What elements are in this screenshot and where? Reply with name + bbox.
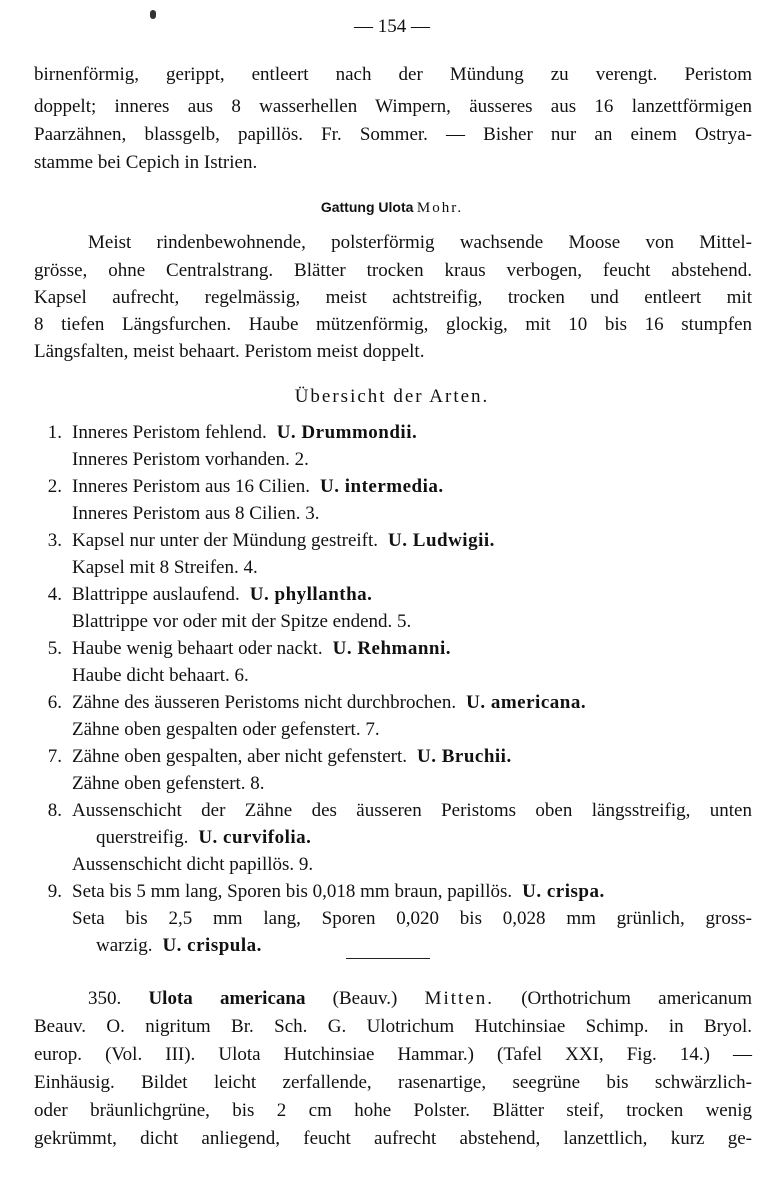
species-number: 350. (88, 988, 122, 1009)
key-number: 8. (47, 800, 62, 821)
species-line: gekrümmt, dicht anliegend, feucht aufrecht abstehend, lanzettlich, kurz ge- (34, 1128, 752, 1149)
key-lead: Haube wenig behaart oder nackt. (72, 638, 323, 659)
species-name: U. Drummondii. (276, 422, 418, 443)
key-title: Übersicht der Arten. (294, 386, 490, 407)
species-line: Beauv. O. nigritum Br. Sch. G. Ulotrichum Hutchinsiae Schimp. in Bryol. (34, 1016, 752, 1037)
key-number: 1. (47, 422, 62, 443)
intro-line: doppelt; inneres aus 8 wasserhellen Wimpern, äusseres aus 16 lanzettförmigen (34, 96, 752, 117)
key-number: 2. (47, 476, 62, 497)
genus-desc-line: 8 tiefen Längsfurchen. Haube mützenförmig, glockig, mit 10 bis 16 stumpfen (34, 314, 752, 335)
genus-heading (0, 196, 784, 220)
species-name: U. americana. (466, 692, 587, 713)
genus-desc-line: Kapsel aufrecht, regelmässig, meist achtstreifig, trocken und entleert mit (34, 287, 752, 308)
genus-desc-line: grösse, ohne Centralstrang. Blätter trocken kraus verbogen, feucht abstehend. (34, 260, 752, 281)
key-alt: Aussenschicht dicht papillös. 9. (72, 854, 314, 875)
species-heading (88, 988, 752, 1010)
key-alt: Blattrippe vor oder mit der Spitze endend. 5. (72, 611, 412, 632)
key-lead: Aussenschicht der Zähne des äusseren Peristoms oben längsstreifig, unten (72, 800, 752, 821)
genus-label: Gattung Ulota (320, 199, 414, 215)
key-alt: Haube dicht behaart. 6. (72, 665, 249, 686)
key-lead: Kapsel nur unter der Mündung gestreift. (72, 530, 379, 551)
species-title: Ulota americana (148, 988, 306, 1009)
species-author: (Beauv.) (332, 988, 398, 1009)
key-number: 6. (47, 692, 62, 713)
key-lead: Blattrippe auslaufend. (72, 584, 240, 605)
key-number: 3. (47, 530, 62, 551)
genus-desc-line: Meist rindenbewohnende, polsterförmig wachsende Moose von Mittel- (88, 232, 752, 253)
key-alt-cont: warzig. (96, 935, 153, 956)
key-number: 5. (47, 638, 62, 659)
key-alt: Zähne oben gespalten oder gefenstert. 7. (72, 719, 380, 740)
section-divider (346, 958, 430, 959)
intro-line: stamme bei Cepich in Istrien. (34, 152, 258, 173)
species-line: oder bräunlichgrüne, bis 2 cm hohe Polster. Blätter steif, trocken wenig (34, 1100, 752, 1121)
page-number: — 154 — (354, 16, 430, 37)
species-name: U. phyllantha. (249, 584, 373, 605)
species-author-2: Mitten. (424, 988, 494, 1009)
key-number: 9. (47, 881, 62, 902)
key-number: 4. (47, 584, 62, 605)
species-name: U. Rehmanni. (332, 638, 452, 659)
key-alt: Zähne oben gefenstert. 8. (72, 773, 265, 794)
key-lead: Zähne oben gespalten, aber nicht gefenstert. (72, 746, 407, 767)
key-lead: Inneres Peristom fehlend. (72, 422, 267, 443)
key-lead: Seta bis 5 mm lang, Sporen bis 0,018 mm braun, papillös. (72, 881, 513, 902)
species-name: U. Bruchii. (417, 746, 512, 767)
species-name: U. intermedia. (320, 476, 444, 497)
key-lead: Inneres Peristom aus 16 Cilien. (72, 476, 310, 497)
key-alt: Inneres Peristom aus 8 Cilien. 3. (72, 503, 320, 524)
species-name: U. crispa. (522, 881, 605, 902)
genus-desc-line: Längsfalten, meist behaart. Peristom meist doppelt. (34, 341, 425, 362)
key-lead-cont: querstreifig. (96, 827, 189, 848)
genus-author: Mohr. (416, 200, 464, 216)
key-alt: Inneres Peristom vorhanden. 2. (72, 449, 309, 470)
key-lead: Zähne des äusseren Peristoms nicht durchbrochen. (72, 692, 457, 713)
species-line: Einhäusig. Bildet leicht zerfallende, rasenartige, seegrüne bis schwärzlich- (34, 1072, 752, 1093)
key-alt: Kapsel mit 8 Streifen. 4. (72, 557, 258, 578)
species-line: europ. (Vol. III). Ulota Hutchinsiae Hammar.) (Tafel XXI, Fig. 14.) — (34, 1044, 752, 1065)
species-name: U. crispula. (162, 935, 262, 956)
species-name: U. curvifolia. (198, 827, 312, 848)
key-alt: Seta bis 2,5 mm lang, Sporen 0,020 bis 0,028 mm grünlich, gross- (72, 908, 752, 929)
species-synonym-start: (Orthotrichum americanum (521, 988, 753, 1009)
intro-line: Paarzähnen, blassgelb, papillös. Fr. Sommer. — Bisher nur an einem Ostrya- (34, 124, 752, 145)
intro-line: birnenförmig, gerippt, entleert nach der Mündung zu verengt. Peristom (34, 64, 752, 85)
species-name: U. Ludwigii. (388, 530, 495, 551)
key-number: 7. (47, 746, 62, 767)
